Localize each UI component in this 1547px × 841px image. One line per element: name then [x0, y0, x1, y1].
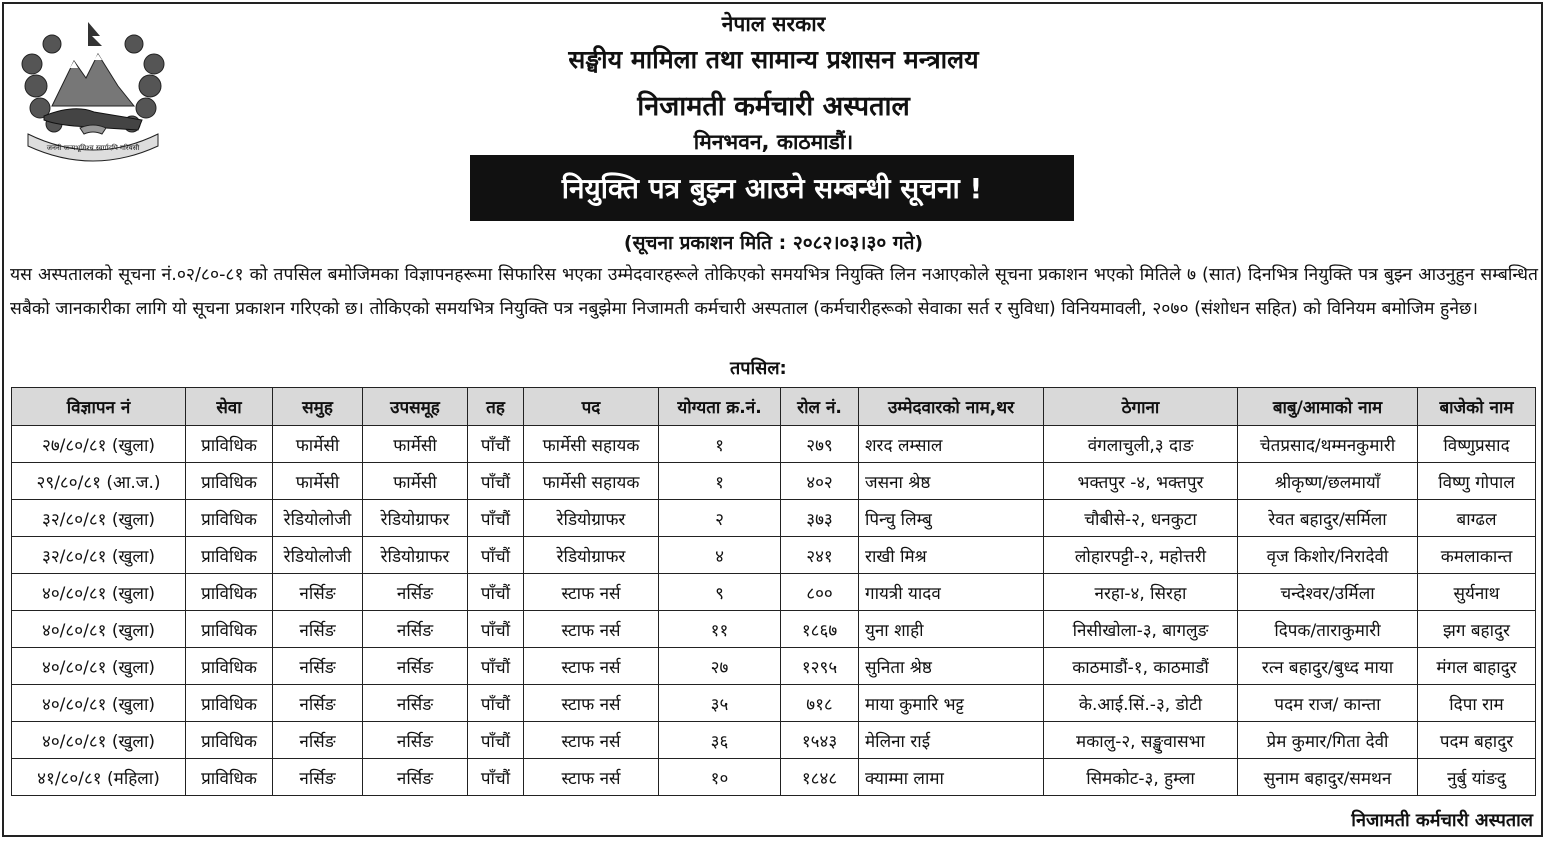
- table-cell: ११: [659, 611, 781, 648]
- table-cell: क्याम्मा लामा: [859, 759, 1044, 796]
- table-cell: पदम राज/ कान्ता: [1238, 685, 1418, 722]
- table-cell: पाँचौं: [468, 463, 524, 500]
- table-cell: नर्सिङ: [363, 759, 468, 796]
- table-row: [12, 426, 1536, 463]
- table-cell: पाँचौं: [468, 759, 524, 796]
- table-cell: माया कुमारि भट्ट: [859, 685, 1044, 722]
- table-cell: प्राविधिक: [186, 500, 273, 537]
- table-cell: फार्मेसी सहायक: [524, 463, 659, 500]
- table-cell: पाँचौं: [468, 537, 524, 574]
- candidates-table: [11, 387, 1536, 796]
- table-row: [12, 611, 1536, 648]
- signature: निजामती कर्मचारी अस्पताल: [1351, 810, 1533, 831]
- table-cell: प्राविधिक: [186, 537, 273, 574]
- table-header-cell: उपसमूह: [363, 388, 468, 426]
- government-heading: नेपाल सरकार: [721, 12, 826, 36]
- table-cell: मेलिना राई: [859, 722, 1044, 759]
- table-cell: पदम बहादुर: [1418, 722, 1536, 759]
- table-cell: राखी मिश्र: [859, 537, 1044, 574]
- table-row: [12, 537, 1536, 574]
- table-cell: युना शाही: [859, 611, 1044, 648]
- table-cell: प्राविधिक: [186, 574, 273, 611]
- table-cell: पाँचौं: [468, 648, 524, 685]
- table-cell: १: [659, 463, 781, 500]
- table-cell: चेतप्रसाद/थम्मनकुमारी: [1238, 426, 1418, 463]
- table-cell: पाँचौं: [468, 611, 524, 648]
- table-cell: प्राविधिक: [186, 426, 273, 463]
- table-cell: रेडियोग्राफर: [363, 500, 468, 537]
- table-cell: सिमकोट-३, हुम्ला: [1044, 759, 1238, 796]
- table-cell: नर्सिङ: [273, 574, 363, 611]
- table-cell: सुर्यनाथ: [1418, 574, 1536, 611]
- table-cell: फार्मेसी: [273, 426, 363, 463]
- table-header-cell: योग्यता क्र.नं.: [659, 388, 781, 426]
- table-cell: पाँचौं: [468, 574, 524, 611]
- table-cell: पाँचौं: [468, 722, 524, 759]
- table-cell: प्राविधिक: [186, 463, 273, 500]
- table-cell: दिपा राम: [1418, 685, 1536, 722]
- table-cell: २७/८०/८१ (खुला): [12, 426, 186, 463]
- table-cell: नर्सिङ: [363, 685, 468, 722]
- table-cell: दिपक/ताराकुमारी: [1238, 611, 1418, 648]
- table-cell: फार्मेसी: [363, 463, 468, 500]
- table-cell: लोहारपट्टी-२, महोत्तरी: [1044, 537, 1238, 574]
- table-cell: रेडियोग्राफर: [524, 537, 659, 574]
- notice-title: नियुक्ति पत्र बुझ्न आउने सम्बन्धी सूचना !: [561, 172, 983, 205]
- table-cell: २: [659, 500, 781, 537]
- table-row: [12, 685, 1536, 722]
- table-cell: रेडियोलोजी: [273, 537, 363, 574]
- table-cell: नर्सिङ: [363, 648, 468, 685]
- table-cell: मंगल बाहादुर: [1418, 648, 1536, 685]
- table-cell: ३५: [659, 685, 781, 722]
- table-cell: नुर्बु यांङदु: [1418, 759, 1536, 796]
- table-row: [12, 722, 1536, 759]
- table-cell: पिन्चु लिम्बु: [859, 500, 1044, 537]
- schedule-label: तपसिल:: [730, 358, 787, 379]
- table-cell: रेवत बहादुर/सर्मिला: [1238, 500, 1418, 537]
- table-cell: नर्सिङ: [363, 574, 468, 611]
- table-cell: ४: [659, 537, 781, 574]
- table-header-cell: बाजेको नाम: [1418, 388, 1536, 426]
- publication-date: (सूचना प्रकाशन मिति : २०८२।०३।३० गते): [623, 232, 924, 254]
- table-header-cell: समुह: [273, 388, 363, 426]
- table-cell: फार्मेसी: [363, 426, 468, 463]
- table-cell: प्राविधिक: [186, 759, 273, 796]
- table-cell: स्टाफ नर्स: [524, 574, 659, 611]
- table-cell: नर्सिङ: [363, 611, 468, 648]
- table-cell: २७: [659, 648, 781, 685]
- table-cell: बाग्ढल: [1418, 500, 1536, 537]
- table-cell: सुनिता श्रेष्ठ: [859, 648, 1044, 685]
- table-cell: चौबीसे-२, धनकुटा: [1044, 500, 1238, 537]
- table-cell: रेडियोग्राफर: [363, 537, 468, 574]
- table-header-cell: सेवा: [186, 388, 273, 426]
- table-cell: २४१: [781, 537, 859, 574]
- table-cell: १५४३: [781, 722, 859, 759]
- table-cell: प्राविधिक: [186, 648, 273, 685]
- table-cell: विष्णुप्रसाद: [1418, 426, 1536, 463]
- table-cell: १: [659, 426, 781, 463]
- table-cell: के.आई.सिं.-३, डोटी: [1044, 685, 1238, 722]
- table-cell: ४०/८०/८१ (खुला): [12, 685, 186, 722]
- table-cell: ४१/८०/८१ (महिला): [12, 759, 186, 796]
- table-header-cell: उम्मेदवारको नाम,थर: [859, 388, 1044, 426]
- table-cell: स्टाफ नर्स: [524, 722, 659, 759]
- table-cell: नर्सिङ: [273, 722, 363, 759]
- notice-title-banner: [470, 155, 1074, 221]
- table-cell: सुनाम बहादुर/समथन: [1238, 759, 1418, 796]
- table-row: [12, 648, 1536, 685]
- table-cell: नर्सिङ: [363, 722, 468, 759]
- table-cell: पाँचौं: [468, 500, 524, 537]
- table-cell: ४०/८०/८१ (खुला): [12, 574, 186, 611]
- table-header-cell: विज्ञापन नं: [12, 388, 186, 426]
- table-cell: फार्मेसी सहायक: [524, 426, 659, 463]
- table-cell: ४०२: [781, 463, 859, 500]
- table-cell: ३२/८०/८१ (खुला): [12, 537, 186, 574]
- table-cell: २७९: [781, 426, 859, 463]
- table-cell: भक्तपुर -४, भक्तपुर: [1044, 463, 1238, 500]
- table-cell: रेडियोलोजी: [273, 500, 363, 537]
- table-cell: नर्सिङ: [273, 685, 363, 722]
- table-row: [12, 759, 1536, 796]
- table-cell: वृज किशोर/निरादेवी: [1238, 537, 1418, 574]
- table-cell: श्रीकृष्ण/छलमायाँ: [1238, 463, 1418, 500]
- location-heading: मिनभवन, काठमाडौं।: [693, 130, 854, 154]
- notice-paragraph: [10, 258, 1538, 326]
- emblem-motto: जननी जन्मभूमिश्च स्वर्गादपि गरियसी: [46, 144, 140, 152]
- table-cell: कमलाकान्त: [1418, 537, 1536, 574]
- table-cell: ३७३: [781, 500, 859, 537]
- table-body: [12, 426, 1536, 796]
- table-row: [12, 574, 1536, 611]
- table-cell: गायत्री यादव: [859, 574, 1044, 611]
- table-cell: ४०/८०/८१ (खुला): [12, 722, 186, 759]
- table-cell: ७१८: [781, 685, 859, 722]
- table-cell: १२९५: [781, 648, 859, 685]
- table-cell: नर्सिङ: [273, 759, 363, 796]
- table-cell: प्राविधिक: [186, 611, 273, 648]
- table-cell: नरहा-४, सिरहा: [1044, 574, 1238, 611]
- table-cell: प्राविधिक: [186, 722, 273, 759]
- table-cell: पाँचौं: [468, 685, 524, 722]
- table-cell: २९/८०/८१ (आ.ज.): [12, 463, 186, 500]
- table-cell: ९: [659, 574, 781, 611]
- table-cell: काठमाडौं-१, काठमाडौं: [1044, 648, 1238, 685]
- table-cell: १०: [659, 759, 781, 796]
- ministry-heading: सङ्घीय मामिला तथा सामान्य प्रशासन मन्त्रालय: [568, 45, 979, 74]
- table-cell: १८४८: [781, 759, 859, 796]
- table-cell: जसना श्रेष्ठ: [859, 463, 1044, 500]
- table-cell: ४०/८०/८१ (खुला): [12, 648, 186, 685]
- table-cell: १८६७: [781, 611, 859, 648]
- table-cell: स्टाफ नर्स: [524, 648, 659, 685]
- table-cell: स्टाफ नर्स: [524, 685, 659, 722]
- table-cell: मकालु-२, सङ्खुवासभा: [1044, 722, 1238, 759]
- table-cell: ८००: [781, 574, 859, 611]
- notice-paragraph-text: यस अस्पतालको सूचना नं.०२/८०-८१ को तपसिल बमोजिमका विज्ञापनहरूमा सिफारिस भएका उम्मेदवारहरूले तोकिएको समयभित्र नियुक्ति लिन नआएकोले सूचना प्रकाशन भएको मितिले ७ (सात) दिनभित्र नियुक्ति पत्र बुझ्न आउनुहुन सम्बन्धित सबैको जानकारीका लागि यो सूचना प्रकाशन गरिएको छ। तोकिएको समयभित्र नियुक्ति पत्र नबुझेमा निजामती कर्मचारी अस्पताल (कर्मचारीहरूको सेवाका सर्त र सुविधा) विनियमावली, २०७० (संशोधन सहित) को विनियम बमोजिम हुनेछ।: [10, 265, 1538, 319]
- table-row: [12, 500, 1536, 537]
- table-row: [12, 463, 1536, 500]
- table-cell: विष्णु गोपाल: [1418, 463, 1536, 500]
- table-cell: शरद लम्साल: [859, 426, 1044, 463]
- table-cell: वंगलाचुली,३ दाङ: [1044, 426, 1238, 463]
- table-cell: ३२/८०/८१ (खुला): [12, 500, 186, 537]
- table-cell: फार्मेसी: [273, 463, 363, 500]
- table-cell: पाँचौं: [468, 426, 524, 463]
- table-cell: ३६: [659, 722, 781, 759]
- table-cell: झग बहादुर: [1418, 611, 1536, 648]
- hospital-heading: निजामती कर्मचारी अस्पताल: [637, 91, 910, 122]
- table-cell: निसीखोला-३, बागलुङ: [1044, 611, 1238, 648]
- table-header-cell: तह: [468, 388, 524, 426]
- table-cell: प्राविधिक: [186, 685, 273, 722]
- table-cell: प्रेम कुमार/गिता देवी: [1238, 722, 1418, 759]
- table-header-cell: ठेगाना: [1044, 388, 1238, 426]
- table-cell: नर्सिङ: [273, 611, 363, 648]
- table-cell: स्टाफ नर्स: [524, 611, 659, 648]
- table-cell: चन्देश्वर/उर्मिला: [1238, 574, 1418, 611]
- table-header-row: [12, 388, 1536, 426]
- table-cell: स्टाफ नर्स: [524, 759, 659, 796]
- table-cell: रेडियोग्राफर: [524, 500, 659, 537]
- table-header-cell: पद: [524, 388, 659, 426]
- table-cell: नर्सिङ: [273, 648, 363, 685]
- table-cell: रत्न बहादुर/बुध्द माया: [1238, 648, 1418, 685]
- table-header-cell: बाबु/आमाको नाम: [1238, 388, 1418, 426]
- table-cell: ४०/८०/८१ (खुला): [12, 611, 186, 648]
- table-header-cell: रोल नं.: [781, 388, 859, 426]
